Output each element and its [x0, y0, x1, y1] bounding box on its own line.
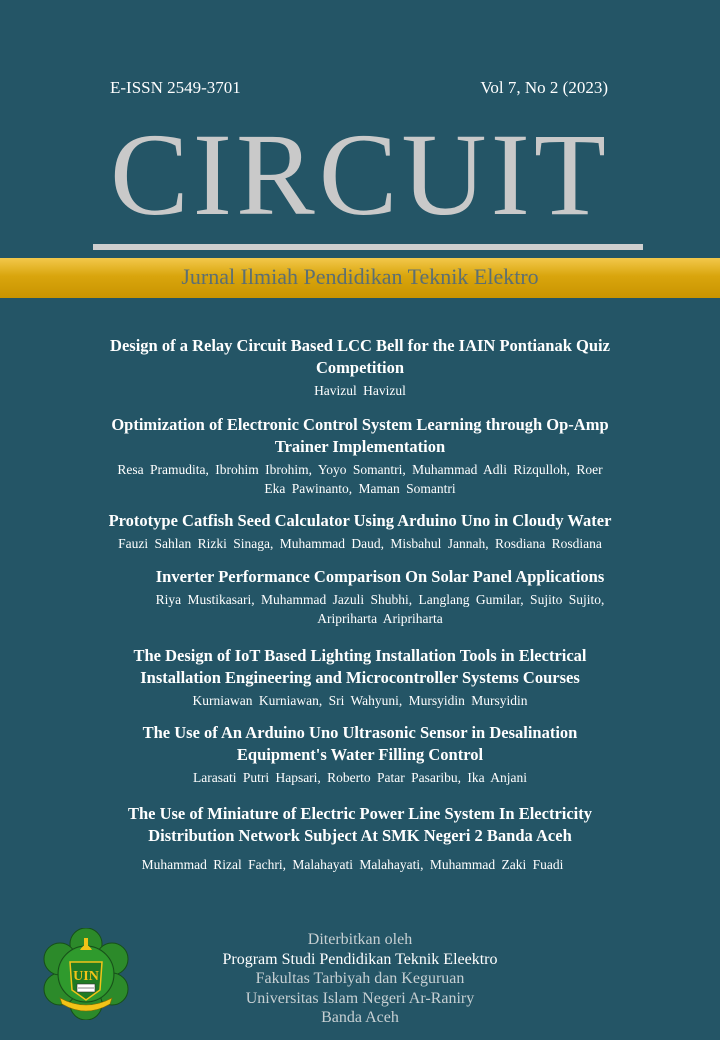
article-title: The Use of An Arduino Uno Ultrasonic Sensor in Desalination Equipment's Water Filling Control	[142, 723, 578, 764]
article-title: Optimization of Electronic Control System Learning through Op-Amp Trainer Implementation	[111, 415, 609, 456]
article-2	[0, 414, 720, 498]
article-3	[0, 510, 720, 553]
publisher-block	[150, 930, 570, 1028]
article-title: Design of a Relay Circuit Based LCC Bell for the IAIN Pontianak Quiz Competition	[110, 336, 610, 377]
publisher-line-3: Fakultas Tarbiyah dan Keguruan	[255, 970, 465, 987]
article-title: The Use of Miniature of Electric Power Line System In Electricity Distribution Network Subject At SMK Negeri 2 Banda Aceh	[127, 804, 593, 845]
article-authors: Resa Pramudita, Ibrohim Ibrohim, Yoyo Somantri, Muhammad Adli Rizqulloh, Roer Eka Pawinanto, Maman Somantri	[117, 462, 603, 496]
publisher-line-5: Banda Aceh	[321, 1009, 399, 1026]
publisher-line-1: Diterbitkan oleh	[307, 931, 413, 948]
publisher-line-4: Universitas Islam Negeri Ar-Raniry	[245, 989, 475, 1007]
article-title: Prototype Catfish Seed Calculator Using Arduino Uno in Cloudy Water	[108, 511, 612, 530]
article-7	[0, 803, 720, 874]
title-underline	[93, 244, 643, 250]
article-authors: Riya Mustikasari, Muhammad Jazuli Shubhi, Langlang Gumilar, Sujito Sujito, Aripriharta Aripriharta	[155, 592, 605, 626]
logo-text: UIN	[73, 969, 99, 984]
article-6	[0, 722, 720, 787]
volume-label: Vol 7, No 2 (2023)	[480, 78, 608, 97]
journal-title: CIRCUIT	[110, 109, 610, 240]
article-title: The Design of IoT Based Lighting Installation Tools in Electrical Installation Engineering and Microcontroller Systems Courses	[133, 646, 587, 687]
article-title: Inverter Performance Comparison On Solar Panel Applications	[155, 567, 605, 586]
journal-subtitle: Jurnal Ilmiah Pendidikan Teknik Elektro	[181, 264, 539, 289]
issn-label: E-ISSN 2549-3701	[110, 78, 241, 97]
uin-logo	[40, 928, 132, 1020]
article-authors: Muhammad Rizal Fachri, Malahayati Malahayati, Muhammad Zaki Fuadi	[141, 857, 564, 872]
article-5	[0, 645, 720, 710]
article-authors: Havizul Havizul	[314, 383, 406, 398]
article-4	[20, 566, 720, 628]
publisher-line-2: Program Studi Pendidikan Teknik Eleektro	[222, 950, 498, 968]
article-authors: Larasati Putri Hapsari, Roberto Patar Pasaribu, Ika Anjani	[192, 770, 528, 785]
article-authors: Kurniawan Kurniawan, Sri Wahyuni, Mursyidin Mursyidin	[192, 693, 528, 708]
article-authors: Fauzi Sahlan Rizki Sinaga, Muhammad Daud, Misbahul Jannah, Rosdiana Rosdiana	[118, 536, 602, 551]
article-1	[0, 335, 720, 400]
